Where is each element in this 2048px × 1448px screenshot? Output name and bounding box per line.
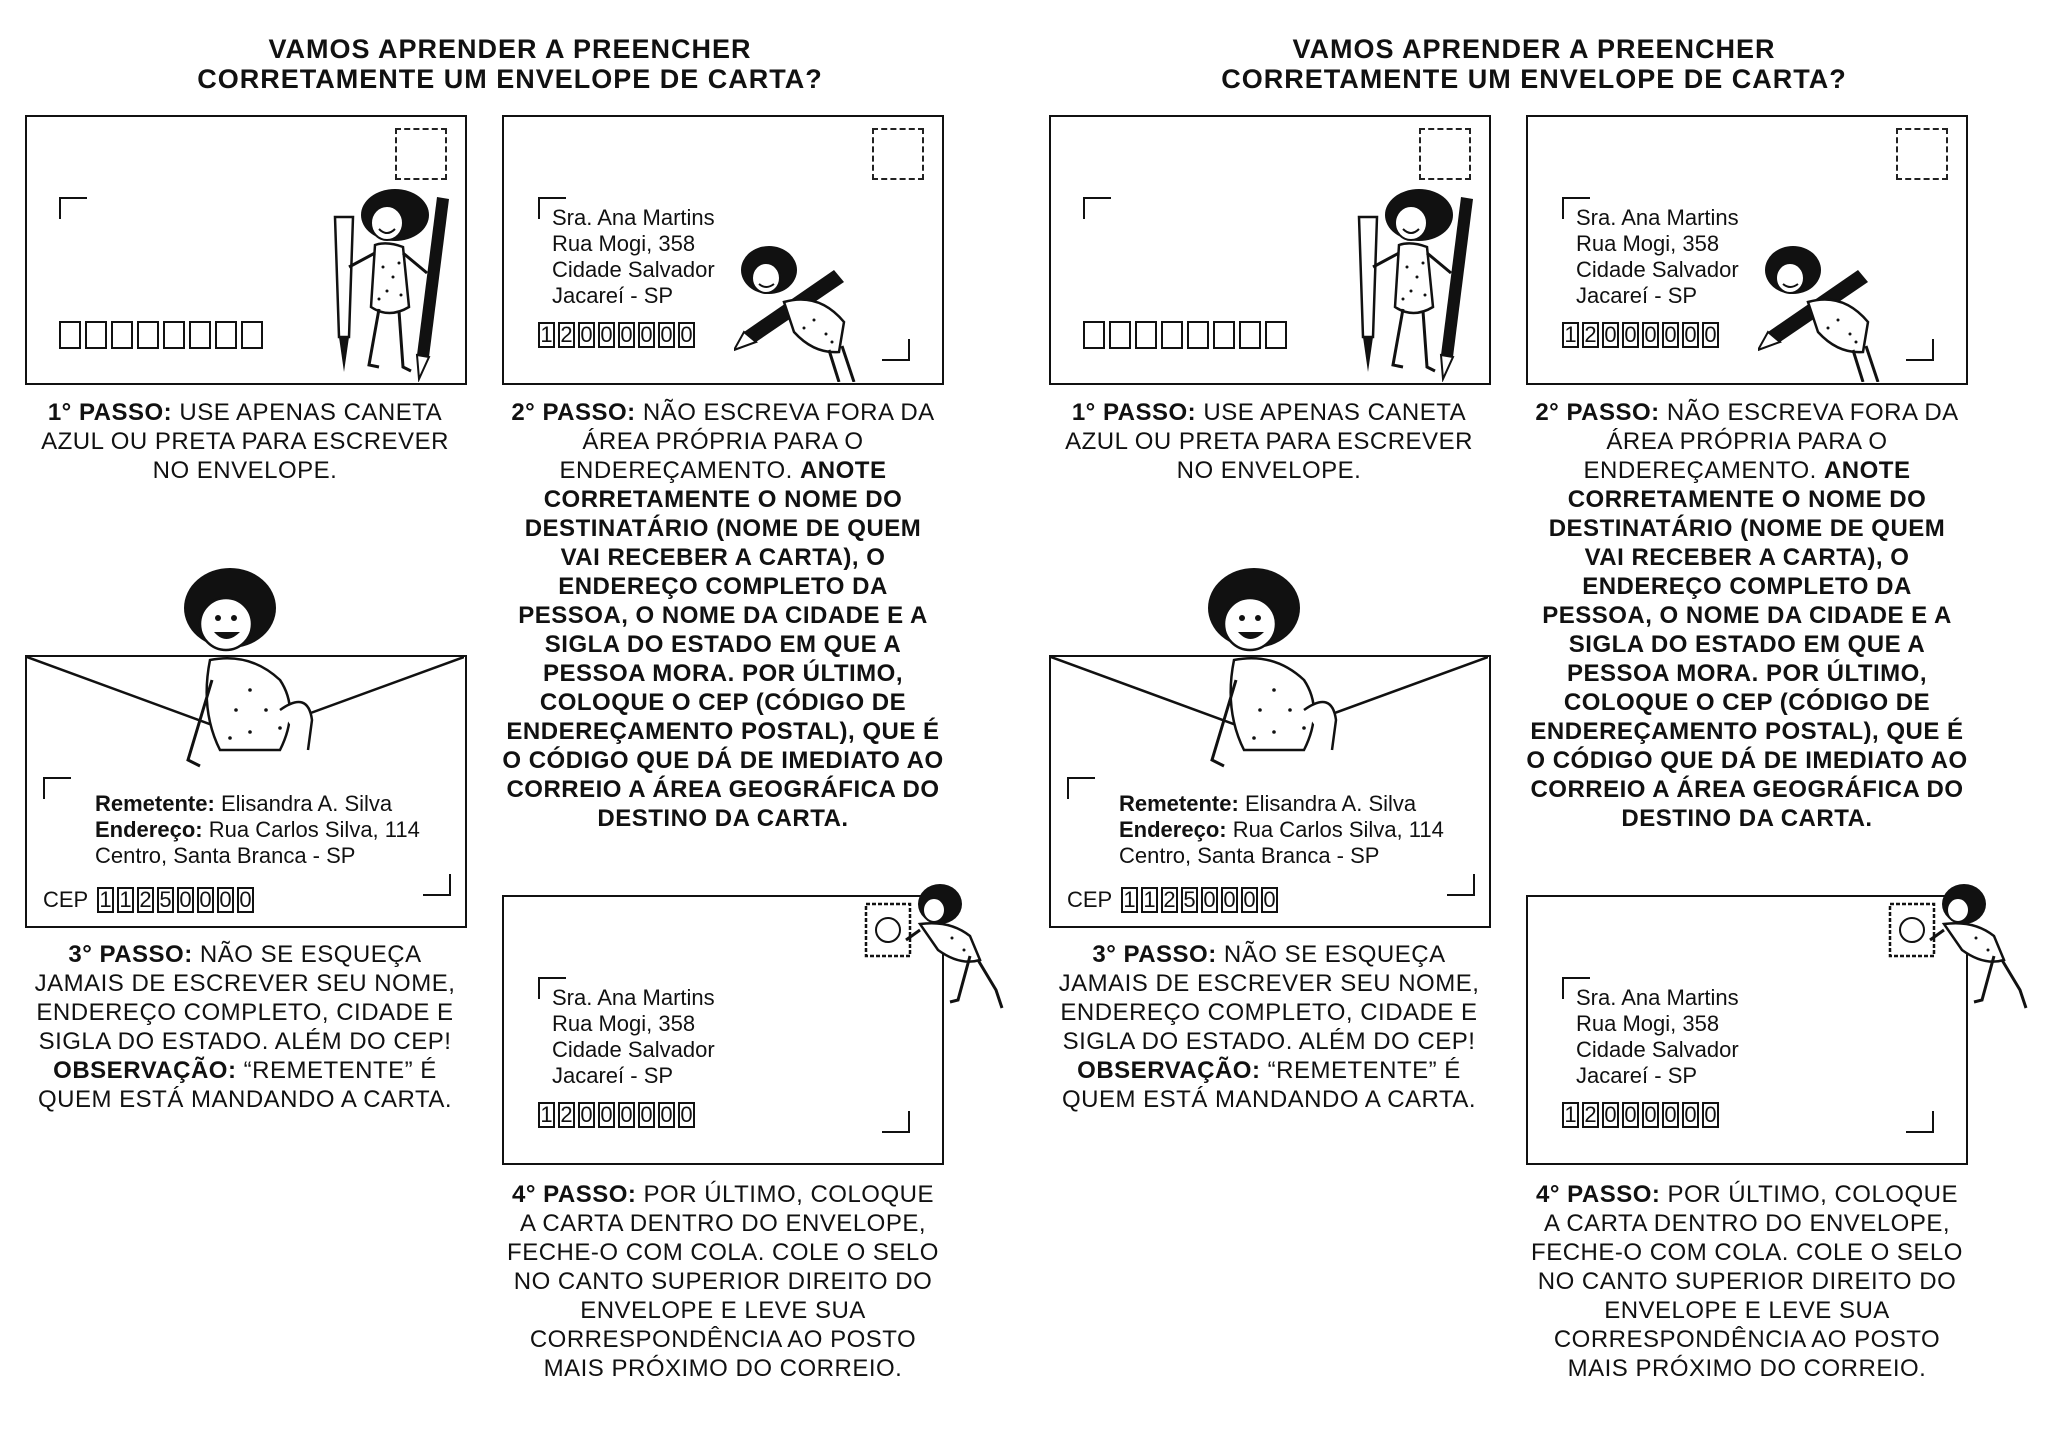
cep-digit-box: 0 (1642, 322, 1659, 348)
cep-digit-box: 0 (1602, 322, 1619, 348)
step-2-label: 2° PASSO: (1535, 399, 1660, 426)
recipient-address (552, 985, 715, 1089)
step-3-label: 3° PASSO: (68, 941, 193, 968)
recipient-city: Jacareí - SP (552, 283, 674, 308)
recipient-street: Rua Mogi, 358 (1576, 1011, 1720, 1036)
sender-street: Rua Carlos Silva, 114 (1232, 817, 1444, 842)
step-2-text (502, 398, 944, 833)
cep-digit-box: 0 (678, 1102, 695, 1128)
step-3-text (1054, 940, 1484, 1114)
step-2-bold-body: ANOTE CORRETAMENTE O NOME DO DESTINATÁRIO (NOME DE QUEM VAI RECEBER A CARTA), O ENDEREÇO COMPLETO DA PESSOA, O NOME DA CIDADE E A SIGLA DO ESTADO EM QUE A PESSOA MORA. POR ÚLTIMO, COLOQUE O CEP (CÓDIGO DE ENDEREÇAMENTO POSTAL), QUE É O CÓDIGO QUE DÁ DE IMEDIATO AO CORREIO A ÁREA GEOGRÁFICA DO DESTINO DA CARTA. (502, 457, 944, 832)
recipient-name: Sra. Ana Martins (552, 985, 715, 1010)
step-4-label: 4° PASSO: (1536, 1181, 1661, 1208)
address-label: Endereço: (1119, 817, 1227, 842)
cep-digit-box: 0 (1702, 322, 1719, 348)
recipient-street: Rua Mogi, 358 (1576, 231, 1720, 256)
cep-blank-boxes (59, 321, 267, 349)
address-corner-mark (43, 777, 71, 799)
girl-with-stamp-icon (860, 880, 1010, 1030)
cep-digit-box: 1 (1141, 887, 1158, 913)
envelope-blank (1049, 115, 1491, 385)
stamp-placeholder (1419, 128, 1471, 180)
cep-digit-box: 0 (197, 887, 214, 913)
step-2-body: NÃO ESCREVA FORA DA ÁREA PRÓPRIA PARA O ENDEREÇAMENTO. (1583, 399, 1959, 484)
girl-writing-icon (1758, 242, 1888, 382)
envelope-addressed (502, 115, 944, 385)
cep-digit-box: 0 (658, 1102, 675, 1128)
title-line-1: VAMOS APRENDER A PREENCHER (1292, 34, 1776, 64)
cep-digit-box: 2 (1582, 1102, 1599, 1128)
cep-digit-box: 2 (1582, 322, 1599, 348)
cep-digit-box: 2 (558, 322, 575, 348)
cep-digit-box: 0 (598, 1102, 615, 1128)
sender-label: Remetente: (1119, 791, 1239, 816)
cep-digit-box: 0 (1602, 1102, 1619, 1128)
cep-digit-box: 0 (618, 1102, 635, 1128)
cep-digit-box: 0 (1662, 322, 1679, 348)
sender-address (1119, 791, 1444, 869)
step-4-text (502, 1180, 944, 1383)
sender-address (95, 791, 420, 869)
cep-digit-box: 0 (1221, 887, 1238, 913)
sender-cep (1121, 887, 1281, 913)
sender-name: Elisandra A. Silva (220, 791, 393, 816)
address-corner-mark (423, 874, 451, 896)
step-1-text (30, 398, 460, 485)
recipient-name: Sra. Ana Martins (552, 205, 715, 230)
recipient-city: Jacareí - SP (552, 1063, 674, 1088)
cep-digit-box: 1 (1562, 322, 1579, 348)
cep-digit-box: 0 (1662, 1102, 1679, 1128)
sender-city: Centro, Santa Branca - SP (95, 843, 356, 868)
cep-digit-box: 0 (618, 322, 635, 348)
cep-digit-box: 0 (1201, 887, 1218, 913)
cep-blank-boxes (1083, 321, 1291, 349)
cep-label: CEP (1067, 887, 1113, 912)
stamp-placeholder (1896, 128, 1948, 180)
cep-digit-box: 0 (237, 887, 254, 913)
address-corner-mark (1906, 339, 1934, 361)
recipient-street: Rua Mogi, 358 (552, 231, 696, 256)
cep-digit-box: 2 (137, 887, 154, 913)
girl-with-pen-icon (317, 187, 457, 382)
address-corner-mark (882, 339, 910, 361)
title-line-2: CORRETAMENTE UM ENVELOPE DE CARTA? (1221, 64, 1847, 94)
page-title (1214, 34, 1854, 94)
recipient-city: Jacareí - SP (1576, 283, 1698, 308)
step-4-body: POR ÚLTIMO, COLOQUE A CARTA DENTRO DO ENVELOPE, FECHE-O COM COLA. COLE O SELO NO CANTO SUPERIOR DIREITO DO ENVELOPE E LEVE SUA CORRESPONDÊNCIA AO POSTO MAIS PRÓXIMO DO CORREIO. (507, 1181, 939, 1382)
recipient-name: Sra. Ana Martins (1576, 205, 1739, 230)
step-3-body: NÃO SE ESQUEÇA JAMAIS DE ESCREVER SEU NOME, ENDEREÇO COMPLETO, CIDADE E SIGLA DO ESTADO. ALÉM DO CEP! (34, 941, 456, 1055)
sender-name: Elisandra A. Silva (1244, 791, 1417, 816)
step-3-label: 3° PASSO: (1092, 941, 1217, 968)
address-corner-mark (1906, 1111, 1934, 1133)
stamp-placeholder (872, 128, 924, 180)
address-corner-mark (1447, 874, 1475, 896)
sheet-right (1024, 0, 2048, 1448)
recipient-district: Cidade Salvador (1576, 257, 1739, 282)
sender-label: Remetente: (95, 791, 215, 816)
recipient-cep (1562, 322, 1722, 348)
cep-digit-box: 0 (1622, 322, 1639, 348)
girl-with-stamp-icon (1884, 880, 2034, 1030)
girl-in-envelope-icon (1164, 560, 1364, 800)
cep-digit-box: 0 (1642, 1102, 1659, 1128)
page-title (190, 34, 830, 94)
cep-digit-box: 0 (217, 887, 234, 913)
step-2-text (1526, 398, 1968, 833)
step-3-text (30, 940, 460, 1114)
step-4-body: POR ÚLTIMO, COLOQUE A CARTA DENTRO DO ENVELOPE, FECHE-O COM COLA. COLE O SELO NO CANTO SUPERIOR DIREITO DO ENVELOPE E LEVE SUA CORRESPONDÊNCIA AO POSTO MAIS PRÓXIMO DO CORREIO. (1531, 1181, 1963, 1382)
recipient-cep (538, 1102, 698, 1128)
address-corner-mark (1083, 197, 1111, 219)
address-corner-mark (882, 1111, 910, 1133)
cep-digit-box: 0 (678, 322, 695, 348)
step-1-label: 1° PASSO: (47, 399, 173, 426)
recipient-district: Cidade Salvador (1576, 1037, 1739, 1062)
step-2-body: NÃO ESCREVA FORA DA ÁREA PRÓPRIA PARA O ENDEREÇAMENTO. (559, 399, 935, 484)
cep-digit-box: 0 (177, 887, 194, 913)
cep-digit-box: 2 (558, 1102, 575, 1128)
step-2-bold-body: ANOTE CORRETAMENTE O NOME DO DESTINATÁRIO (NOME DE QUEM VAI RECEBER A CARTA), O ENDEREÇO COMPLETO DA PESSOA, O NOME DA CIDADE E A SIGLA DO ESTADO EM QUE A PESSOA MORA. POR ÚLTIMO, COLOQUE O CEP (CÓDIGO DE ENDEREÇAMENTO POSTAL), QUE É O CÓDIGO QUE DÁ DE IMEDIATO AO CORREIO A ÁREA GEOGRÁFICA DO DESTINO DA CARTA. (1526, 457, 1968, 832)
recipient-district: Cidade Salvador (552, 257, 715, 282)
cep-digit-box: 0 (1241, 887, 1258, 913)
cep-digit-box: 0 (1622, 1102, 1639, 1128)
cep-digit-box: 2 (1161, 887, 1178, 913)
address-corner-mark (59, 197, 87, 219)
cep-label: CEP (43, 887, 89, 912)
cep-digit-box: 0 (638, 322, 655, 348)
recipient-address (552, 205, 715, 309)
observation-body: “REMETENTE” É QUEM ESTÁ MANDANDO A CARTA. (1061, 1057, 1476, 1113)
envelope-blank (25, 115, 467, 385)
cep-digit-box: 1 (538, 322, 555, 348)
cep-digit-box: 0 (578, 322, 595, 348)
recipient-district: Cidade Salvador (552, 1037, 715, 1062)
cep-digit-box: 5 (157, 887, 174, 913)
recipient-street: Rua Mogi, 358 (552, 1011, 696, 1036)
cep-digit-box: 1 (97, 887, 114, 913)
cep-digit-box: 0 (1682, 322, 1699, 348)
cep-digit-box: 0 (1261, 887, 1278, 913)
step-2-label: 2° PASSO: (511, 399, 636, 426)
sender-cep (97, 887, 257, 913)
recipient-address (1576, 205, 1739, 309)
cep-digit-box: 1 (117, 887, 134, 913)
recipient-cep (1562, 1102, 1722, 1128)
cep-digit-box: 0 (1682, 1102, 1699, 1128)
recipient-cep (538, 322, 698, 348)
cep-digit-box: 0 (658, 322, 675, 348)
observation-label: OBSERVAÇÃO: (1077, 1057, 1261, 1084)
observation-body: “REMETENTE” É QUEM ESTÁ MANDANDO A CARTA. (37, 1057, 452, 1113)
title-line-1: VAMOS APRENDER A PREENCHER (268, 34, 752, 64)
cep-digit-box: 0 (598, 322, 615, 348)
cep-digit-box: 5 (1181, 887, 1198, 913)
envelope-addressed (1526, 115, 1968, 385)
step-1-body: USE APENAS CANETA AZUL OU PRETA PARA ESCREVER NO ENVELOPE. (41, 399, 449, 484)
cep-digit-box: 1 (1562, 1102, 1579, 1128)
cep-digit-box: 0 (578, 1102, 595, 1128)
cep-digit-box: 0 (638, 1102, 655, 1128)
observation-label: OBSERVAÇÃO: (53, 1057, 237, 1084)
step-1-text (1054, 398, 1484, 485)
step-1-body: USE APENAS CANETA AZUL OU PRETA PARA ESCREVER NO ENVELOPE. (1065, 399, 1473, 484)
recipient-address (1576, 985, 1739, 1089)
sender-city: Centro, Santa Branca - SP (1119, 843, 1380, 868)
stamp-placeholder (395, 128, 447, 180)
recipient-name: Sra. Ana Martins (1576, 985, 1739, 1010)
step-4-label: 4° PASSO: (512, 1181, 637, 1208)
cep-digit-box: 1 (538, 1102, 555, 1128)
girl-in-envelope-icon (140, 560, 340, 800)
girl-writing-icon (734, 242, 864, 382)
address-label: Endereço: (95, 817, 203, 842)
title-line-2: CORRETAMENTE UM ENVELOPE DE CARTA? (197, 64, 823, 94)
girl-with-pen-icon (1341, 187, 1481, 382)
step-4-text (1526, 1180, 1968, 1383)
step-1-label: 1° PASSO: (1071, 399, 1197, 426)
cep-digit-box: 1 (1121, 887, 1138, 913)
cep-digit-box: 0 (1702, 1102, 1719, 1128)
sender-street: Rua Carlos Silva, 114 (208, 817, 420, 842)
address-corner-mark (1067, 777, 1095, 799)
step-3-body: NÃO SE ESQUEÇA JAMAIS DE ESCREVER SEU NOME, ENDEREÇO COMPLETO, CIDADE E SIGLA DO ESTADO. ALÉM DO CEP! (1058, 941, 1480, 1055)
recipient-city: Jacareí - SP (1576, 1063, 1698, 1088)
